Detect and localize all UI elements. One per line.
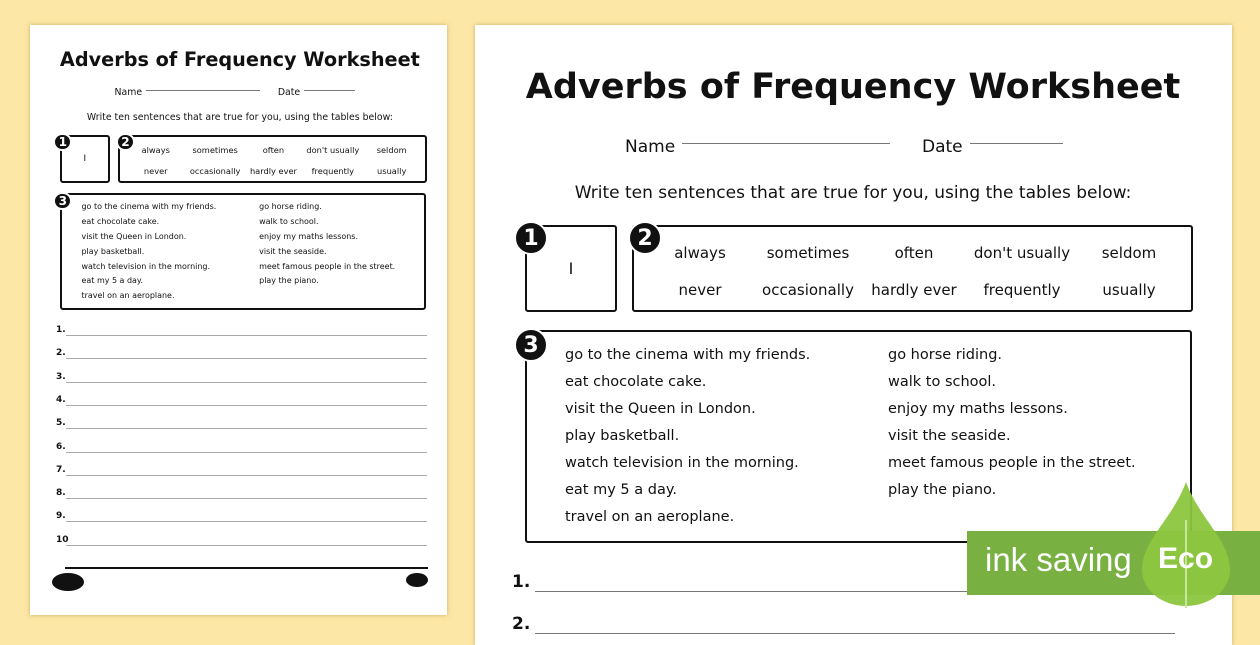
adverb: often: [262, 145, 285, 156]
activity: go to the cinema with my friends.: [81, 202, 217, 212]
answer-number: 3.: [56, 371, 66, 382]
answer-line: [66, 335, 427, 336]
adverb: don't usually: [973, 244, 1071, 262]
adverb: always: [141, 145, 170, 156]
answer-number: 2.: [512, 614, 531, 634]
adverb: often: [894, 244, 934, 262]
activity: walk to school.: [888, 374, 997, 390]
adverb: occasionally: [189, 165, 241, 176]
activity: go horse riding.: [888, 347, 1003, 363]
adverb: sometimes: [192, 145, 238, 156]
activity: visit the seaside.: [888, 428, 1011, 444]
answer-number: 4.: [56, 394, 66, 405]
answer-number: 7.: [56, 464, 66, 475]
answer-line: [66, 452, 427, 453]
adverb: seldom: [1101, 244, 1157, 262]
activity: watch television in the morning.: [81, 261, 210, 271]
activity: eat chocolate cake.: [81, 216, 160, 226]
activity: play basketball.: [565, 428, 680, 444]
adverb: always: [674, 244, 726, 262]
activity: play the piano.: [259, 276, 319, 286]
activity: go to the cinema with my friends.: [565, 347, 811, 363]
adverb: don't usually: [306, 145, 360, 156]
activity: watch television in the morning.: [565, 455, 799, 471]
answer-line: [66, 498, 427, 499]
activity: eat my 5 a day.: [81, 276, 144, 286]
name-line: [146, 90, 260, 91]
badge-text: ink saving: [985, 541, 1132, 578]
answer-line: [66, 405, 427, 406]
activity: eat chocolate cake.: [565, 374, 707, 390]
section-number-2: 2: [116, 133, 135, 152]
activity: play the piano.: [888, 482, 997, 498]
adverb: usually: [377, 165, 407, 176]
activity: meet famous people in the street.: [888, 455, 1136, 471]
section-number-2: 2: [628, 221, 662, 255]
section-number-3: 3: [53, 192, 72, 211]
date-line: [304, 90, 355, 91]
name-label: Name: [114, 86, 143, 98]
answer-number: 1.: [56, 325, 66, 335]
activity: enjoy my maths lessons.: [259, 231, 358, 241]
activity: enjoy my maths lessons.: [888, 401, 1068, 417]
adverb: sometimes: [766, 244, 850, 262]
adverb: seldom: [376, 145, 407, 156]
footer-logo-icon: [52, 573, 84, 591]
answer-line: [66, 382, 427, 383]
adverb: never: [143, 165, 168, 176]
activity: go horse riding.: [259, 202, 322, 212]
answer-number: 9.: [56, 511, 66, 522]
answer-line: [66, 428, 427, 429]
answer-number: 8.: [56, 488, 66, 499]
adverb: occasionally: [762, 281, 854, 299]
footer-logo-icon: [406, 573, 428, 587]
eco-label: Eco: [1158, 542, 1214, 575]
adverb: hardly ever: [871, 281, 957, 299]
adverb: frequently: [311, 165, 355, 176]
adverb: usually: [1102, 281, 1156, 299]
preview-page-thumbnail[interactable]: [30, 25, 447, 615]
name-label: Name: [625, 137, 676, 157]
date-label: Date: [922, 137, 963, 157]
adverb: never: [678, 281, 722, 299]
answer-number: 5.: [56, 418, 66, 429]
answer-number: 1.: [512, 572, 531, 592]
instructions: Write ten sentences that are true for you, using the tables below:: [574, 183, 1132, 203]
activity: eat my 5 a day.: [565, 482, 677, 498]
date-line: [970, 143, 1063, 144]
subject-word: I: [568, 259, 574, 278]
answer-number: 10: [56, 534, 69, 545]
footer-rule: [65, 567, 428, 569]
section-number-1: 1: [53, 133, 72, 152]
subject-word: I: [83, 153, 87, 164]
answer-line: [66, 475, 427, 476]
answer-number: 6.: [56, 441, 66, 452]
activity: travel on an aeroplane.: [565, 509, 735, 525]
activity: travel on an aeroplane.: [81, 291, 175, 301]
adverb: frequently: [983, 281, 1061, 299]
instructions: Write ten sentences that are true for you, using the tables below:: [86, 111, 393, 123]
activity: visit the seaside.: [259, 246, 327, 256]
worksheet-title: Adverbs of Frequency Worksheet: [525, 67, 1181, 107]
answer-line: [535, 633, 1175, 634]
activity: meet famous people in the street.: [259, 261, 396, 271]
activity: walk to school.: [259, 216, 319, 226]
answer-line: [66, 521, 427, 522]
section-number-3: 3: [514, 328, 548, 362]
activity: visit the Queen in London.: [565, 401, 756, 417]
answer-line: [66, 545, 427, 546]
answer-number: 2.: [56, 348, 66, 359]
activity: play basketball.: [81, 246, 145, 256]
worksheet-title: Adverbs of Frequency Worksheet: [59, 48, 420, 72]
activity: visit the Queen in London.: [81, 231, 187, 241]
adverb: hardly ever: [249, 165, 297, 176]
date-label: Date: [277, 86, 301, 98]
answer-line: [66, 358, 427, 359]
section-number-1: 1: [514, 221, 548, 255]
name-line: [682, 143, 890, 144]
